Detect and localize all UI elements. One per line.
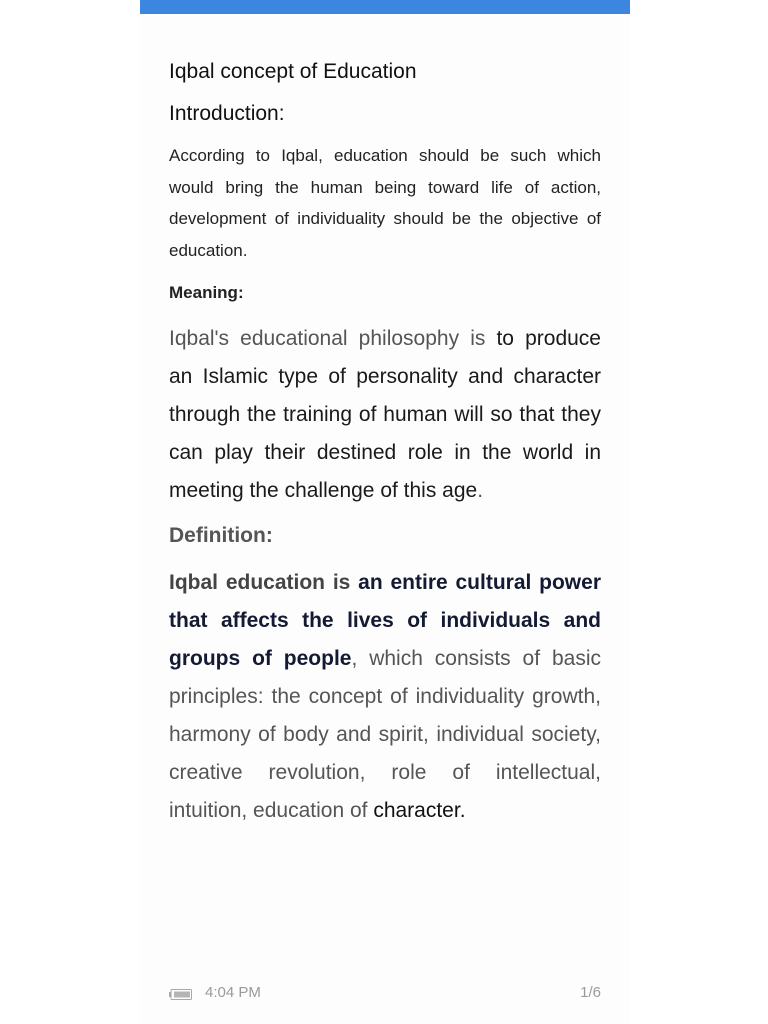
top-accent-bar (140, 0, 630, 14)
meaning-end: . (477, 479, 484, 502)
meaning-body: to produce an Islamic type of personality and character through the training of human will so that they can play their destined role in the world in meeting the challenge of this age (169, 327, 601, 502)
document-title: Iqbal concept of Education (169, 60, 417, 83)
definition-body: , which consists of basic principles: the concept of individuality growth, harmony of body and spirit, individual society, creative revolution, role of intellectual, intuition, education of (169, 647, 601, 822)
meaning-heading: Meaning: (169, 283, 244, 302)
definition-lead: Iqbal education is (169, 571, 359, 594)
introduction-paragraph: According to Iqbal, education should be such which would bring the human being toward life of action, development of individuality should be the objective of education. (169, 146, 601, 260)
status-footer (169, 984, 601, 1004)
definition-paragraph (169, 564, 601, 830)
document-content (169, 58, 601, 830)
definition-emphasis: an entire cultural power that affects the lives of individuals and groups of people (169, 571, 601, 670)
document-page (140, 0, 630, 1024)
meaning-lead: Iqbal's educational philosophy is (169, 327, 497, 350)
battery-icon (169, 987, 192, 998)
meaning-paragraph (169, 320, 601, 510)
status-time: 4:04 PM (205, 984, 261, 1001)
definition-heading: Definition: (169, 524, 273, 547)
definition-end: character. (373, 799, 466, 822)
page-indicator: 1/6 (580, 984, 601, 1001)
introduction-heading: Introduction: (169, 102, 285, 125)
